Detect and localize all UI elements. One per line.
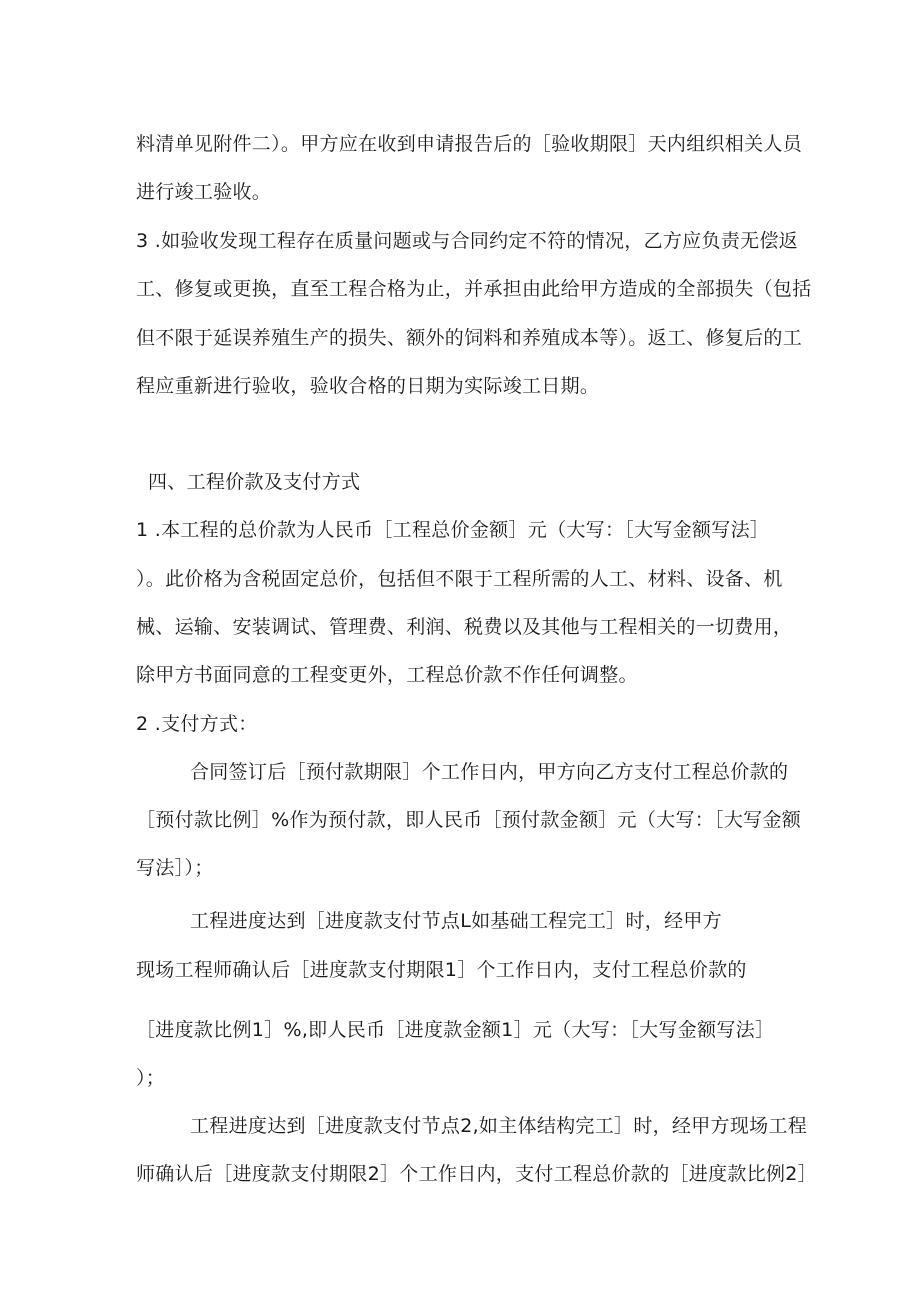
text-line: ［预付款比例］%作为预付款，即人民币［预付款金额］元（大写：［大写金额 xyxy=(136,809,802,831)
text-line: 工、修复或更换，直至工程合格为止，并承担由此给甲方造成的全部损失（包括 xyxy=(136,278,812,300)
text-line: 除甲方书面同意的工程变更外，工程总价款不作任何调整。 xyxy=(136,664,638,686)
section-heading: 四、工程价款及支付方式 xyxy=(148,471,361,493)
text-line: 现场工程师确认后［进度款支付期限1］个工作日内，支付工程总价款的 xyxy=(136,959,747,981)
text-line: 但不限于延误养殖生产的损失、额外的饲料和养殖成本等）。返工、修复后的工 xyxy=(136,327,803,349)
text-line: 进行竣工验收。 xyxy=(136,181,272,203)
list-item-2: 2 .支付方式： xyxy=(136,713,258,735)
text-line: ）； xyxy=(136,1067,166,1089)
text-line: ）。此价格为含税固定总价，包括但不限于工程所需的人工、材料、设备、机 xyxy=(136,568,783,590)
text-line: 料清单见附件二）。甲方应在收到申请报告后的［验收期限］天内组织相关人员 xyxy=(136,133,803,155)
text-line: 工程进度达到［进度款支付节点L如基础工程完工］时，经甲方 xyxy=(190,910,722,932)
text-line: 械、运输、安装调试、管理费、利润、税费以及其他与工程相关的一切费用， xyxy=(136,616,793,638)
text-line: 合同签订后［预付款期限］个工作日内，甲方向乙方支付工程总价款的 xyxy=(190,761,789,783)
text-line: ［进度款比例1］%,即人民币［进度款金额1］元（大写：［大写金额写法］ xyxy=(136,1019,775,1041)
list-item-3: 3 .如验收发现工程存在质量问题或与合同约定不符的情况，乙方应负责无偿返 xyxy=(136,230,798,252)
text-line: 师确认后［进度款支付期限2］个工作日内，支付工程总价款的［进度款比例2］ xyxy=(136,1163,817,1185)
text-line: 写法］）； xyxy=(136,857,214,879)
list-item-1: 1 .本工程的总价款为人民币［工程总价金额］元（大写：［大写金额写法］ xyxy=(136,519,770,541)
text-line: 工程进度达到［进度款支付节点2,如主体结构完工］时，经甲方现场工程 xyxy=(190,1115,808,1137)
text-line: 程应重新进行验收，验收合格的日期为实际竣工日期。 xyxy=(136,375,600,397)
